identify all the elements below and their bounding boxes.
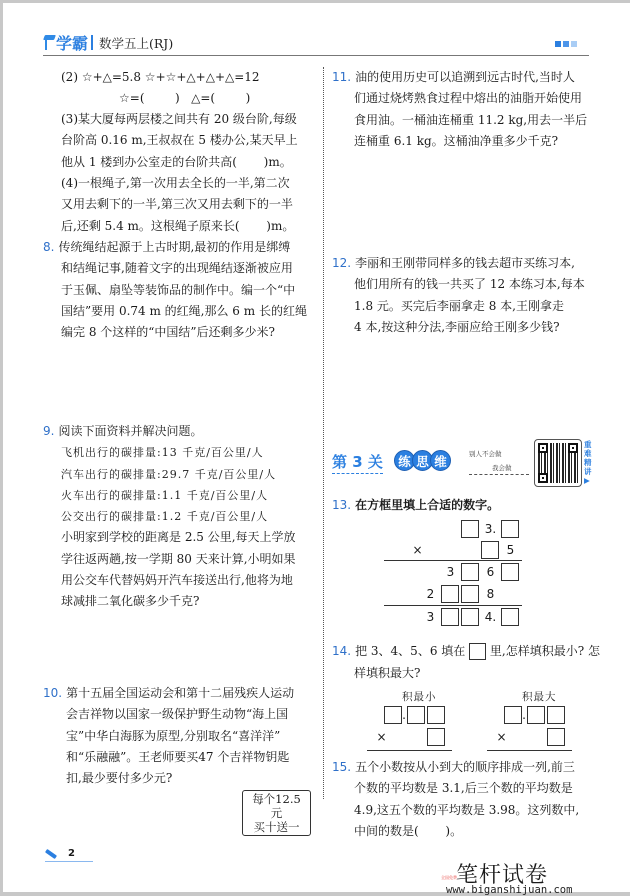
data-line: 飞机出行的碳排量:13 千克/百公里/人 bbox=[61, 446, 264, 460]
qr-label bbox=[584, 440, 594, 485]
page-header bbox=[43, 31, 589, 57]
qr-label-char: 难 bbox=[584, 449, 592, 458]
header-squares-icon bbox=[555, 41, 577, 47]
puzzle-label: 积最大 bbox=[522, 691, 557, 703]
question-line: 会吉祥物以国家一级保护野生动物“海上国 bbox=[66, 707, 289, 722]
question-13 bbox=[332, 495, 499, 516]
question-line: 台阶高 0.16 m,王叔叔在 5 楼办公,某天早上 bbox=[61, 133, 298, 148]
rule-line bbox=[487, 750, 572, 751]
question-line: 于玉佩、扇坠等装饰品的制作中。编一个“中 bbox=[61, 282, 296, 297]
question-line: 们通过烧烤熟食过程中熔出的油脂开始使用 bbox=[354, 91, 583, 106]
min-product-puzzle bbox=[374, 689, 464, 759]
question-line: 个数的平均数是 3.1,后三个数的平均数是 bbox=[354, 781, 573, 796]
question-number: 12. bbox=[332, 256, 352, 270]
footer-rule bbox=[45, 861, 93, 862]
digit: 6 bbox=[486, 565, 495, 579]
question-number: 15. bbox=[332, 760, 352, 774]
promo-line: 买十送一 bbox=[253, 820, 300, 834]
qr-label-char: 重 bbox=[584, 440, 592, 449]
digit-box[interactable] bbox=[461, 563, 479, 581]
digit: 3 bbox=[426, 610, 435, 624]
digit-box[interactable] bbox=[407, 706, 425, 724]
digit-box[interactable] bbox=[527, 706, 545, 724]
question-number: 9. bbox=[43, 424, 55, 438]
dashed-arrow bbox=[469, 474, 529, 475]
question-line: 编完 8 个这样的“中国结”后还剩多少米? bbox=[61, 325, 275, 340]
digit: 3. bbox=[484, 522, 497, 536]
question-line: 样填积最大? bbox=[354, 666, 421, 680]
square-icon bbox=[555, 41, 561, 47]
question-14 bbox=[332, 639, 600, 684]
question-line: 他们用所有的钱一共买了 12 本练习本,每本 bbox=[354, 277, 585, 292]
pill-char: 练 bbox=[394, 450, 415, 471]
header-rule bbox=[43, 55, 589, 56]
question-12 bbox=[332, 253, 585, 338]
question-11 bbox=[332, 67, 587, 152]
question-line: 又用去剩下的一半,第三次又用去剩下的一半 bbox=[61, 197, 293, 212]
digit-box[interactable] bbox=[427, 706, 445, 724]
question-line: 和结绳记事,随着文字的出现绳结逐渐被应用 bbox=[61, 261, 293, 276]
digit-box[interactable] bbox=[441, 608, 459, 626]
right-column bbox=[323, 67, 600, 838]
times-sign: × bbox=[496, 730, 507, 744]
question-line: 学往返两趟,按一学期 80 天来计算,小明如果 bbox=[61, 551, 296, 566]
question-line: (4)一根绳子,第一次用去全长的一半,第二次 bbox=[61, 176, 290, 190]
brand-divider bbox=[91, 35, 93, 50]
digit-box[interactable] bbox=[501, 608, 519, 626]
rule-line bbox=[367, 750, 452, 751]
brand bbox=[43, 31, 173, 54]
watermark-tag: 全国免费 bbox=[441, 875, 457, 880]
digit-box[interactable] bbox=[427, 728, 445, 746]
question-number: 8. bbox=[43, 240, 55, 254]
data-line: 火车出行的碳排量:1.1 千克/百公里/人 bbox=[61, 488, 269, 502]
page-number: 2 bbox=[68, 848, 75, 859]
digit-box[interactable] bbox=[461, 608, 479, 626]
watermark-url[interactable]: www.biganshijuan.com bbox=[446, 884, 573, 896]
watermark-title: 笔杆试卷 bbox=[456, 863, 549, 888]
price-line: 每个12.5元 bbox=[252, 792, 301, 820]
square-icon bbox=[571, 41, 577, 47]
question-line: (3)某大厦每两层楼之间共有 20 级台阶,每级 bbox=[61, 112, 297, 126]
times-sign: × bbox=[412, 543, 423, 557]
digit-box[interactable] bbox=[481, 541, 499, 559]
question-line: 连桶重 6.1 kg。这桶油净重多少千克? bbox=[354, 133, 559, 148]
question-line: 中间的数是( )。 bbox=[354, 823, 463, 838]
qr-code-icon bbox=[538, 443, 578, 483]
question-title: 阅读下面资料并解决问题。 bbox=[58, 424, 203, 438]
question-number: 10. bbox=[43, 686, 63, 700]
digit-box[interactable] bbox=[384, 706, 402, 724]
pill-char: 思 bbox=[412, 450, 433, 471]
question-10 bbox=[43, 683, 294, 789]
pencil-icon bbox=[45, 849, 57, 859]
question-line: 扣,最少要付多少元? bbox=[66, 771, 173, 786]
qr-code[interactable] bbox=[534, 439, 582, 487]
question-line: 和“乐融融”。王老师要买47 个吉祥物钥匙 bbox=[66, 749, 290, 764]
question-line: 五个小数按从小到大的顺序排成一列,前三 bbox=[355, 760, 575, 774]
question-line: 第十五届全国运动会和第十二届残疾人运动 bbox=[66, 686, 295, 700]
decimal-point: . bbox=[402, 708, 406, 722]
digit: 2 bbox=[426, 587, 435, 601]
question-line: 油的使用历史可以追溯到远古时代,当时人 bbox=[355, 70, 575, 84]
data-line: 汽车出行的碳排量:29.7 千克/百公里/人 bbox=[61, 467, 277, 481]
brand-name: 学霸 bbox=[56, 34, 89, 53]
question-8 bbox=[43, 237, 307, 343]
level-title: 第 3 关 bbox=[332, 451, 383, 474]
page-footer bbox=[43, 849, 93, 869]
digit-box[interactable] bbox=[501, 520, 519, 538]
digit-box[interactable] bbox=[504, 706, 522, 724]
question-number: 13. bbox=[332, 498, 352, 512]
digit-box[interactable] bbox=[547, 728, 565, 746]
digit-box[interactable] bbox=[441, 585, 459, 603]
question-line: 国结”要用 0.74 m 的红绳,那么 6 m 长的红绳 bbox=[61, 303, 307, 318]
question-line: 宝”中华白海豚为原型,分别取名“喜洋洋” bbox=[66, 728, 281, 743]
question-7-3 bbox=[43, 109, 298, 173]
multiplication-puzzle bbox=[324, 519, 594, 629]
digit-box[interactable] bbox=[547, 706, 565, 724]
times-sign: × bbox=[376, 730, 387, 744]
digit: 5 bbox=[506, 543, 515, 557]
question-line: 后,还剩 5.4 m。这根绳子原来长( )m。 bbox=[61, 218, 295, 233]
section-pills bbox=[394, 450, 448, 471]
question-line: 他从 1 楼到办公室走的台阶共高( )m。 bbox=[61, 154, 292, 169]
digit: 8 bbox=[486, 587, 495, 601]
qr-label-char: 讲 bbox=[584, 467, 592, 476]
question-line: 传统绳结起源于上古时期,最初的作用是绑缚 bbox=[58, 240, 291, 254]
digit: 4. bbox=[484, 610, 497, 624]
question-15 bbox=[332, 757, 579, 842]
question-line: 1.8 元。买完后李丽拿走 8 本,王刚拿走 bbox=[354, 298, 564, 313]
question-line: 李丽和王刚带同样多的钱去超市买练习本, bbox=[355, 256, 575, 270]
book-title: 数学五上(RJ) bbox=[99, 35, 174, 51]
square-icon bbox=[563, 41, 569, 47]
question-line: 4 本,按这种分法,李丽应给王刚多少钱? bbox=[354, 319, 560, 334]
banner-note: 我会做 bbox=[492, 464, 512, 472]
digit-box[interactable] bbox=[461, 520, 479, 538]
max-product-puzzle bbox=[492, 689, 582, 759]
puzzle-label: 积最小 bbox=[402, 691, 437, 703]
box-symbol-icon bbox=[469, 643, 486, 660]
question-line: 用公交车代替妈妈开汽车接送出行,他将为地 bbox=[61, 573, 293, 588]
digit-box[interactable] bbox=[501, 563, 519, 581]
question-7-4 bbox=[43, 173, 294, 237]
section-banner bbox=[332, 439, 594, 499]
price-tag bbox=[242, 790, 311, 836]
question-number: 11. bbox=[332, 70, 352, 84]
workbook-page bbox=[3, 3, 630, 896]
play-icon[interactable]: ▶ bbox=[584, 476, 590, 485]
digit-box[interactable] bbox=[461, 585, 479, 603]
question-line: 食用油。一桶油连桶重 11.2 kg,用去一半后 bbox=[354, 112, 588, 127]
qr-label-char: 精 bbox=[584, 458, 592, 467]
question-line: 把 3、4、5、6 填在 bbox=[355, 644, 466, 658]
answer-blanks[interactable]: ☆=( ) △=( ) bbox=[119, 91, 251, 106]
pill-char: 维 bbox=[430, 450, 451, 471]
question-line: 4.9,这五个数的平均数是 3.98。这列数中, bbox=[354, 802, 580, 817]
digit: 3 bbox=[446, 565, 455, 579]
graduation-cap-icon bbox=[43, 35, 55, 51]
question-line: 在方框里填上合适的数字。 bbox=[355, 498, 500, 512]
question-line: 小明家到学校的距离是 2.5 公里,每天上学放 bbox=[61, 530, 296, 545]
question-7-2 bbox=[43, 67, 260, 110]
decimal-point: . bbox=[522, 708, 526, 722]
banner-note: 别人不会做 bbox=[469, 450, 502, 458]
question-number: 14. bbox=[332, 644, 352, 658]
data-line: 公交出行的碳排量:1.2 千克/百公里/人 bbox=[61, 510, 269, 524]
question-line: (2) ☆+△=5.8 ☆+☆+△+△+△=12 bbox=[61, 70, 260, 84]
question-9 bbox=[43, 421, 296, 613]
question-line: 球减排二氧化碳多少千克? bbox=[61, 594, 200, 609]
question-line: 里,怎样填积最小? 怎 bbox=[489, 644, 600, 658]
